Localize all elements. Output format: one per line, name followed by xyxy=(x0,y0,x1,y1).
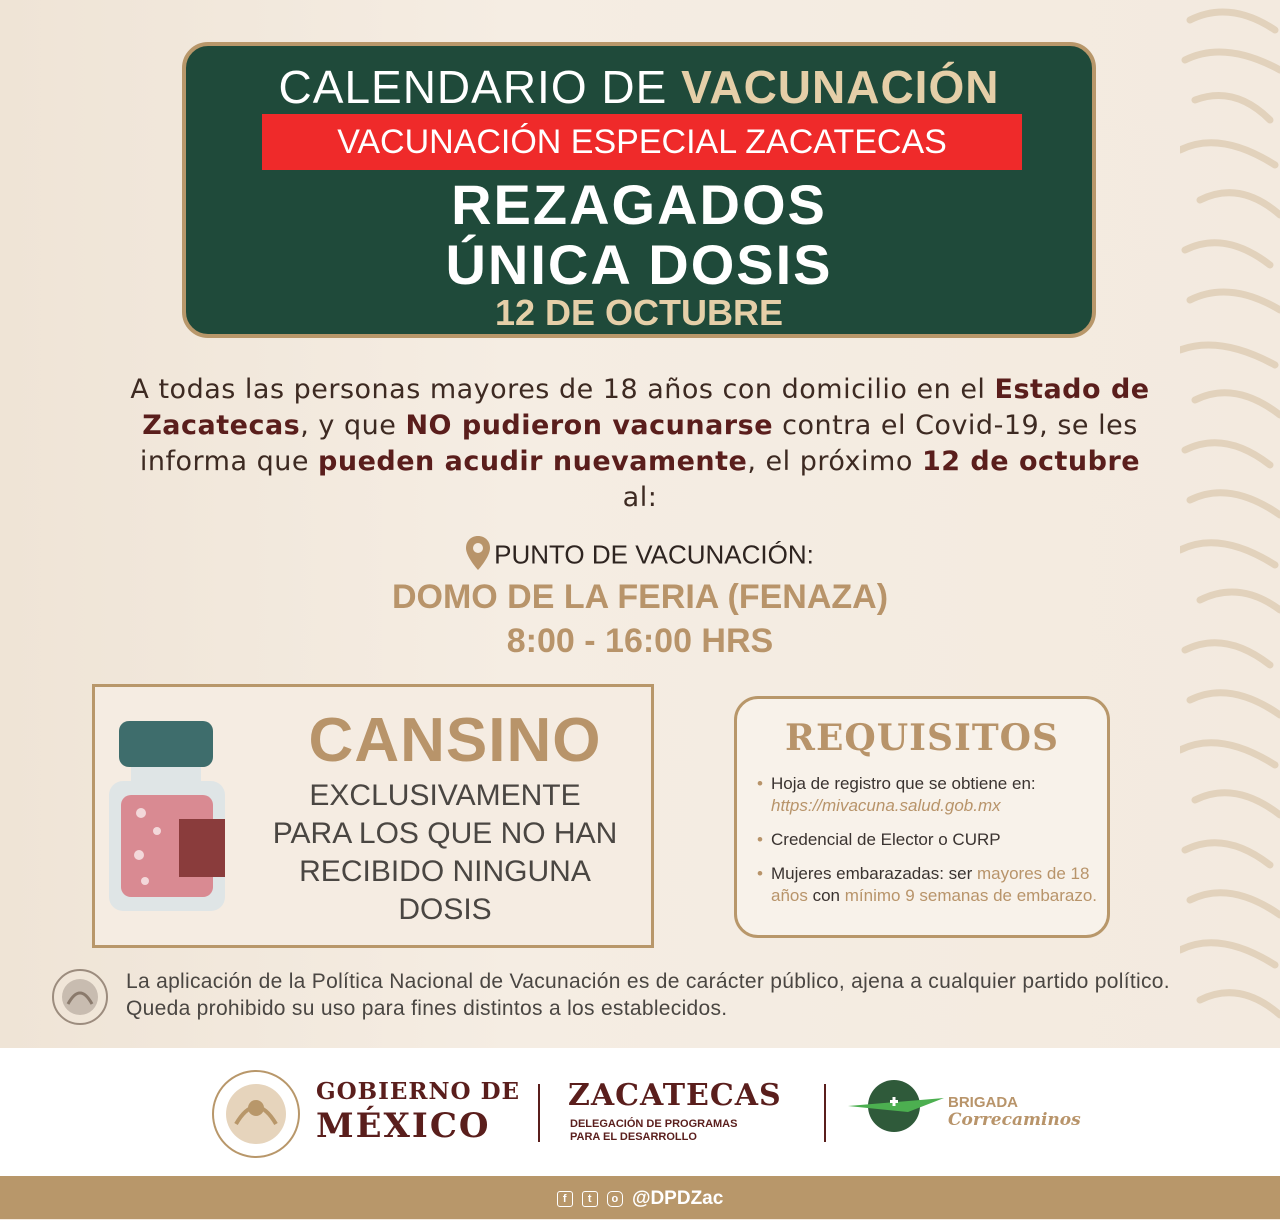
facebook-icon[interactable]: f xyxy=(557,1191,573,1207)
headline-unica-dosis: ÚNICA DOSIS xyxy=(445,233,833,296)
registration-link[interactable]: https://mivacuna.salud.gob.mx xyxy=(771,796,1001,815)
footer-divider xyxy=(538,1084,540,1142)
national-seal-icon xyxy=(48,968,112,1030)
footer xyxy=(0,1048,1280,1176)
gobierno-line2: MÉXICO xyxy=(316,1106,491,1146)
location-label-row xyxy=(0,536,1280,574)
instagram-icon[interactable]: o xyxy=(607,1191,623,1207)
social-band xyxy=(0,1176,1280,1219)
correcaminos-label: Correcaminos xyxy=(948,1110,1081,1130)
requirements-list xyxy=(771,773,1101,919)
venue-hours: 8:00 - 16:00 HRS xyxy=(506,622,774,660)
headline-date: 12 DE OCTUBRE xyxy=(494,292,784,333)
calendar-title: CALENDARIO DE VACUNACIÓN xyxy=(278,61,1000,113)
headline-rezagados: REZAGADOS xyxy=(451,173,827,236)
twitter-icon[interactable]: t xyxy=(582,1191,598,1207)
special-band: VACUNACIÓN ESPECIAL ZACATECAS xyxy=(262,114,1022,170)
requirement-item: • Credencial de Elector o CURP xyxy=(771,829,1101,851)
requirements-box xyxy=(734,696,1110,938)
gobierno-line1: GOBIERNO DE xyxy=(316,1078,521,1105)
zacatecas-subtitle: DELEGACIÓN DE PROGRAMAS PARA EL DESARROLLO xyxy=(570,1118,738,1143)
vaccine-vial-icon xyxy=(109,721,239,915)
brigada-correcaminos-logo xyxy=(848,1076,944,1140)
requirements-title: REQUISITOS xyxy=(785,717,1059,759)
vaccine-name: CANSINO xyxy=(308,706,602,775)
footer-divider xyxy=(824,1084,826,1142)
location-label: PUNTO DE VACUNACIÓN: xyxy=(494,539,814,570)
social-handle[interactable]: @DPDZac xyxy=(631,1188,724,1209)
requirement-item: • Mujeres embarazadas: ser mayores de 18 años con mínimo 9 semanas de embarazo. xyxy=(771,863,1101,907)
requirement-item: • Hoja de registro que se obtiene en: https://mivacuna.salud.gob.mx xyxy=(771,773,1101,817)
disclaimer-text: La aplicación de la Política Nacional de Vacunación es de carácter público, ajena a cualquier partido político. Queda prohibido su uso para fines distintos a los establecidos. xyxy=(126,970,1170,1020)
national-seal-icon xyxy=(210,1068,302,1164)
vaccine-box xyxy=(92,684,654,948)
zacatecas-title: ZACATECAS xyxy=(568,1078,782,1113)
header-banner xyxy=(182,42,1096,338)
decorative-pattern xyxy=(1180,0,1280,1048)
intro-paragraph: A todas las personas mayores de 18 años con domicilio en el Estado de Zacatecas, y que NO pudieron vacunarse contra el Covid-19, se les informa que pueden acudir nuevamente, el próximo 12 de octubre al: xyxy=(130,374,1150,513)
location-pin-icon xyxy=(466,536,490,574)
venue-name: DOMO DE LA FERIA (FENAZA) xyxy=(391,578,889,616)
brigada-label: BRIGADA xyxy=(948,1094,1018,1111)
vaccine-description: EXCLUSIVAMENTE PARA LOS QUE NO HAN RECIBIDO NINGUNA DOSIS xyxy=(272,779,618,926)
social-row xyxy=(0,1176,1280,1219)
